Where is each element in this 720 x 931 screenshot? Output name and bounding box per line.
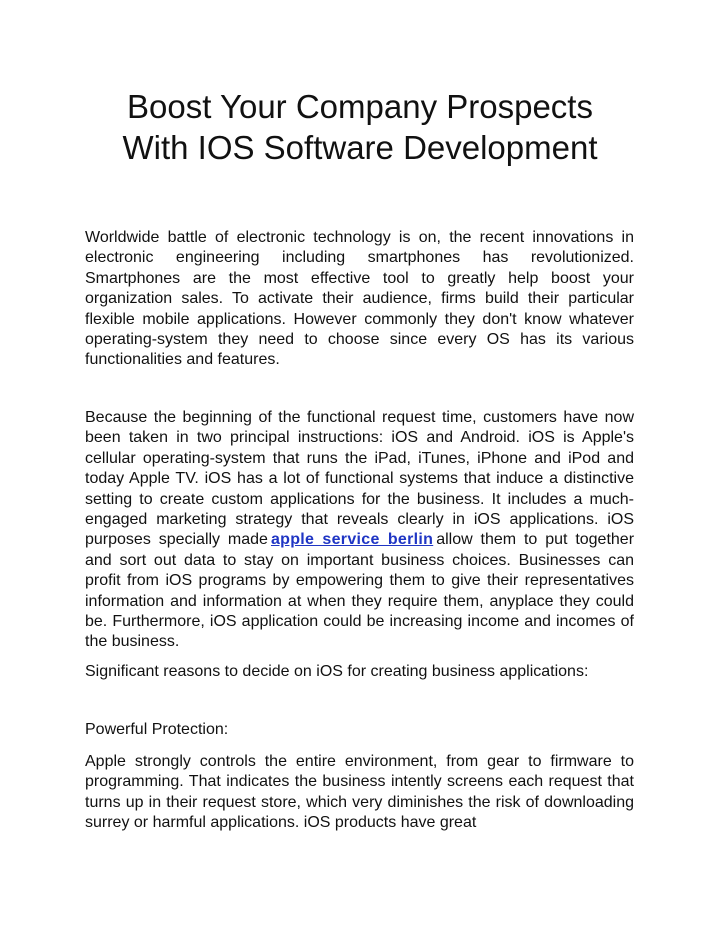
section-subheading: Powerful Protection: — [85, 721, 229, 738]
paragraph-protection: Apple strongly controls the entire environment, from gear to firmware to programming. That indicates the business intently screens each request that turns up in their request store, which very diminishes the risk of downloading surrey or harmful applications. iOS products have great — [85, 753, 634, 832]
paragraph-ios-overview-text-start: Because the beginning of the functional request time, customers have now been taken in two principal instructions: iOS and Android. iOS is Apple's cellular operating-system that runs the iPad, iTunes, iPhone and iPod and today Apple TV. iOS has a lot of functional systems that induce a distinctive setting to create custom applications for the business. It includes a much-engaged marketing strategy that reveals clearly in iOS applications. iOS purposes specially made — [85, 409, 634, 549]
paragraph-ios-overview-text-end: allow them to put together and sort out data to stay on important business choices. Businesses can profit from iOS programs by empowering them to give their representatives information and information at when they require them, anyplace they could be. Furthermore, iOS application could be increasing income and incomes of the business. — [85, 531, 635, 651]
paragraph-ios-overview — [85, 408, 634, 653]
title-line-2: With IOS Software Development — [122, 129, 598, 166]
apple-service-berlin-link[interactable]: apple service berlin — [270, 531, 434, 549]
paragraph-intro: Worldwide battle of electronic technology is on, the recent innovations in electronic engineering including smartphones has revolutionized. Smartphones are the most effective tool to greatly help boost your organization sales. To activate their audience, firms build their particular flexible mobile applications. However commonly they don't know whatever operating-system they need to choose since every OS has its various functionalities and features. — [85, 229, 634, 369]
title-line-1: Boost Your Company Prospects — [127, 88, 593, 125]
paragraph-reasons-intro: Significant reasons to decide on iOS for creating business applications: — [85, 663, 589, 680]
page-title — [60, 86, 660, 168]
